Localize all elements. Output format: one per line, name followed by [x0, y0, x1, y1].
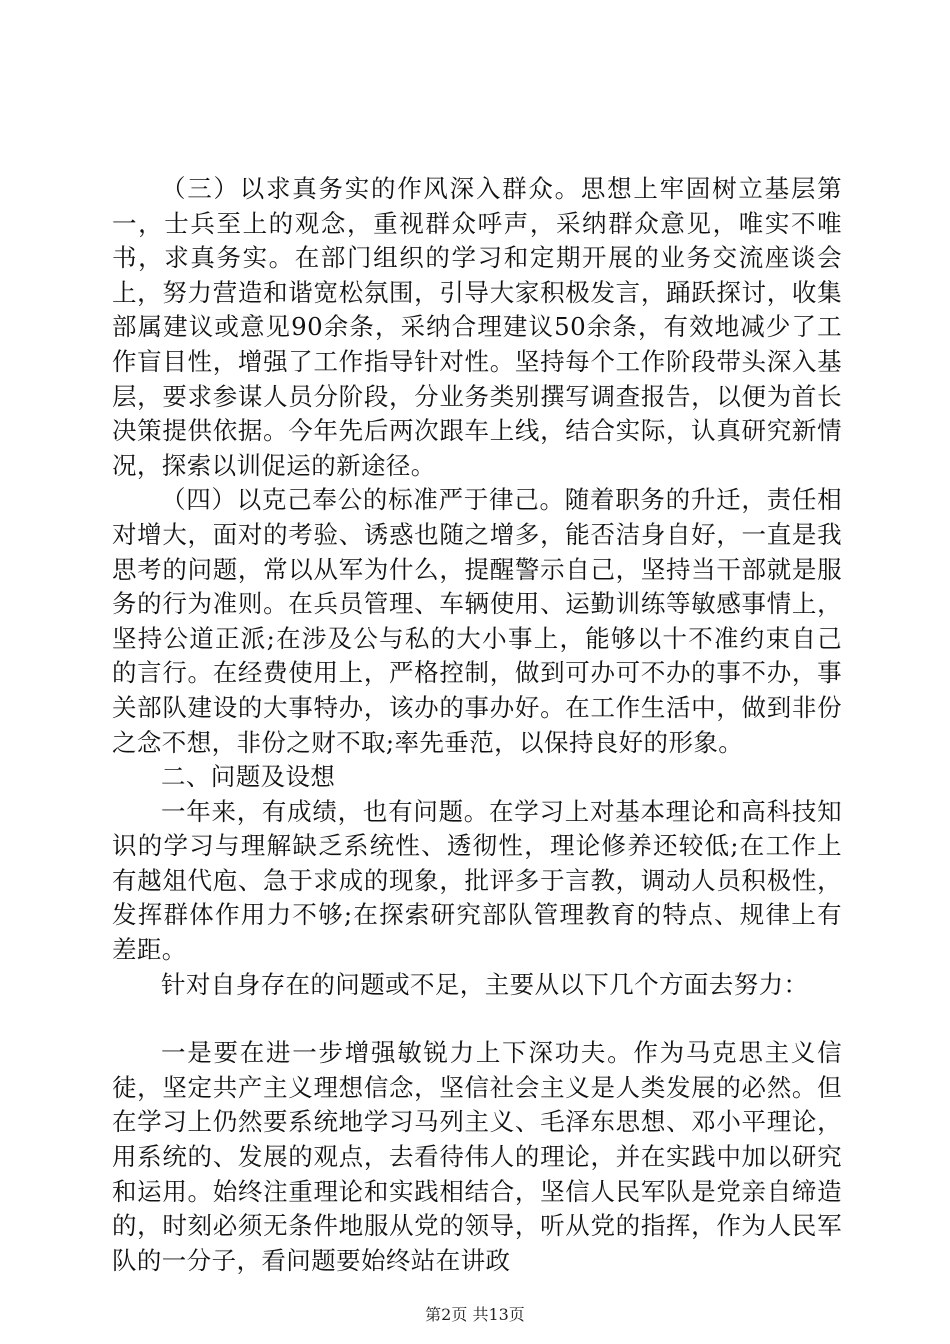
document-body	[112, 172, 842, 1278]
paragraph-section-3: （三）以求真务实的作风深入群众。思想上牢固树立基层第一，士兵至上的观念，重视群众呼声，采纳群众意见，唯实不唯书，求真务实。在部门组织的学习和定期开展的业务交流座谈会上，努力营造和谐宽松氛围，引导大家积极发言，踊跃探讨，收集部属建议或意见90余条，采纳合理建议50余条，有效地减少了工作盲目性，增强了工作指导针对性。坚持每个工作阶段带头深入基层，要求参谋人员分阶段，分业务类别撰写调查报告，以便为首长决策提供依据。今年先后两次跟车上线，结合实际，认真研究新情况，探索以训促运的新途径。	[112, 174, 842, 480]
paragraph-efforts-intro: 针对自身存在的问题或不足，主要从以下几个方面去努力：	[161, 969, 809, 999]
page-footer: 第2页 共13页	[425, 1305, 525, 1324]
paragraph-problems: 一年来，有成绩，也有问题。在学习上对基本理论和高科技知识的学习与理解缺乏系统性、透彻性，理论修养还较低;在工作上有越俎代庖、急于求成的现象，批评多于言教，调动人员积极性，发挥群体作用力不够;在探索研究部队管理教育的特点、规律上有差距。	[112, 796, 842, 965]
section-heading-problems: 二、问题及设想	[161, 762, 336, 792]
paragraph-section-4: （四）以克己奉公的标准严于律己。随着职务的升迁，责任相对增大，面对的考验、诱惑也随之增多，能否洁身自好，一直是我思考的问题，常以从军为什么，提醒警示自己，坚持当干部就是服务的行为准则。在兵员管理、车辆使用、运勤训练等敏感事情上，坚持公道正派;在涉及公与私的大小事上，能够以十不准约束自己的言行。在经费使用上，严格控制，做到可办可不办的事不办，事关部队建设的大事特办，该办的事办好。在工作生活中，做到非份之念不想，非份之财不取;率先垂范，以保持良好的形象。	[112, 485, 842, 757]
paragraph-effort-1: 一是要在进一步增强敏锐力上下深功夫。作为马克思主义信徒，坚定共产主义理想信念，坚信社会主义是人类发展的必然。但在学习上仍然要系统地学习马列主义、毛泽东思想、邓小平理论，用系统的、发展的观点，去看待伟人的理论，并在实践中加以研究和运用。始终注重理论和实践相结合，坚信人民军队是党亲自缔造的，时刻必须无条件地服从党的领导，听从党的指挥，作为人民军队的一分子，看问题要始终站在讲政	[112, 1038, 842, 1275]
